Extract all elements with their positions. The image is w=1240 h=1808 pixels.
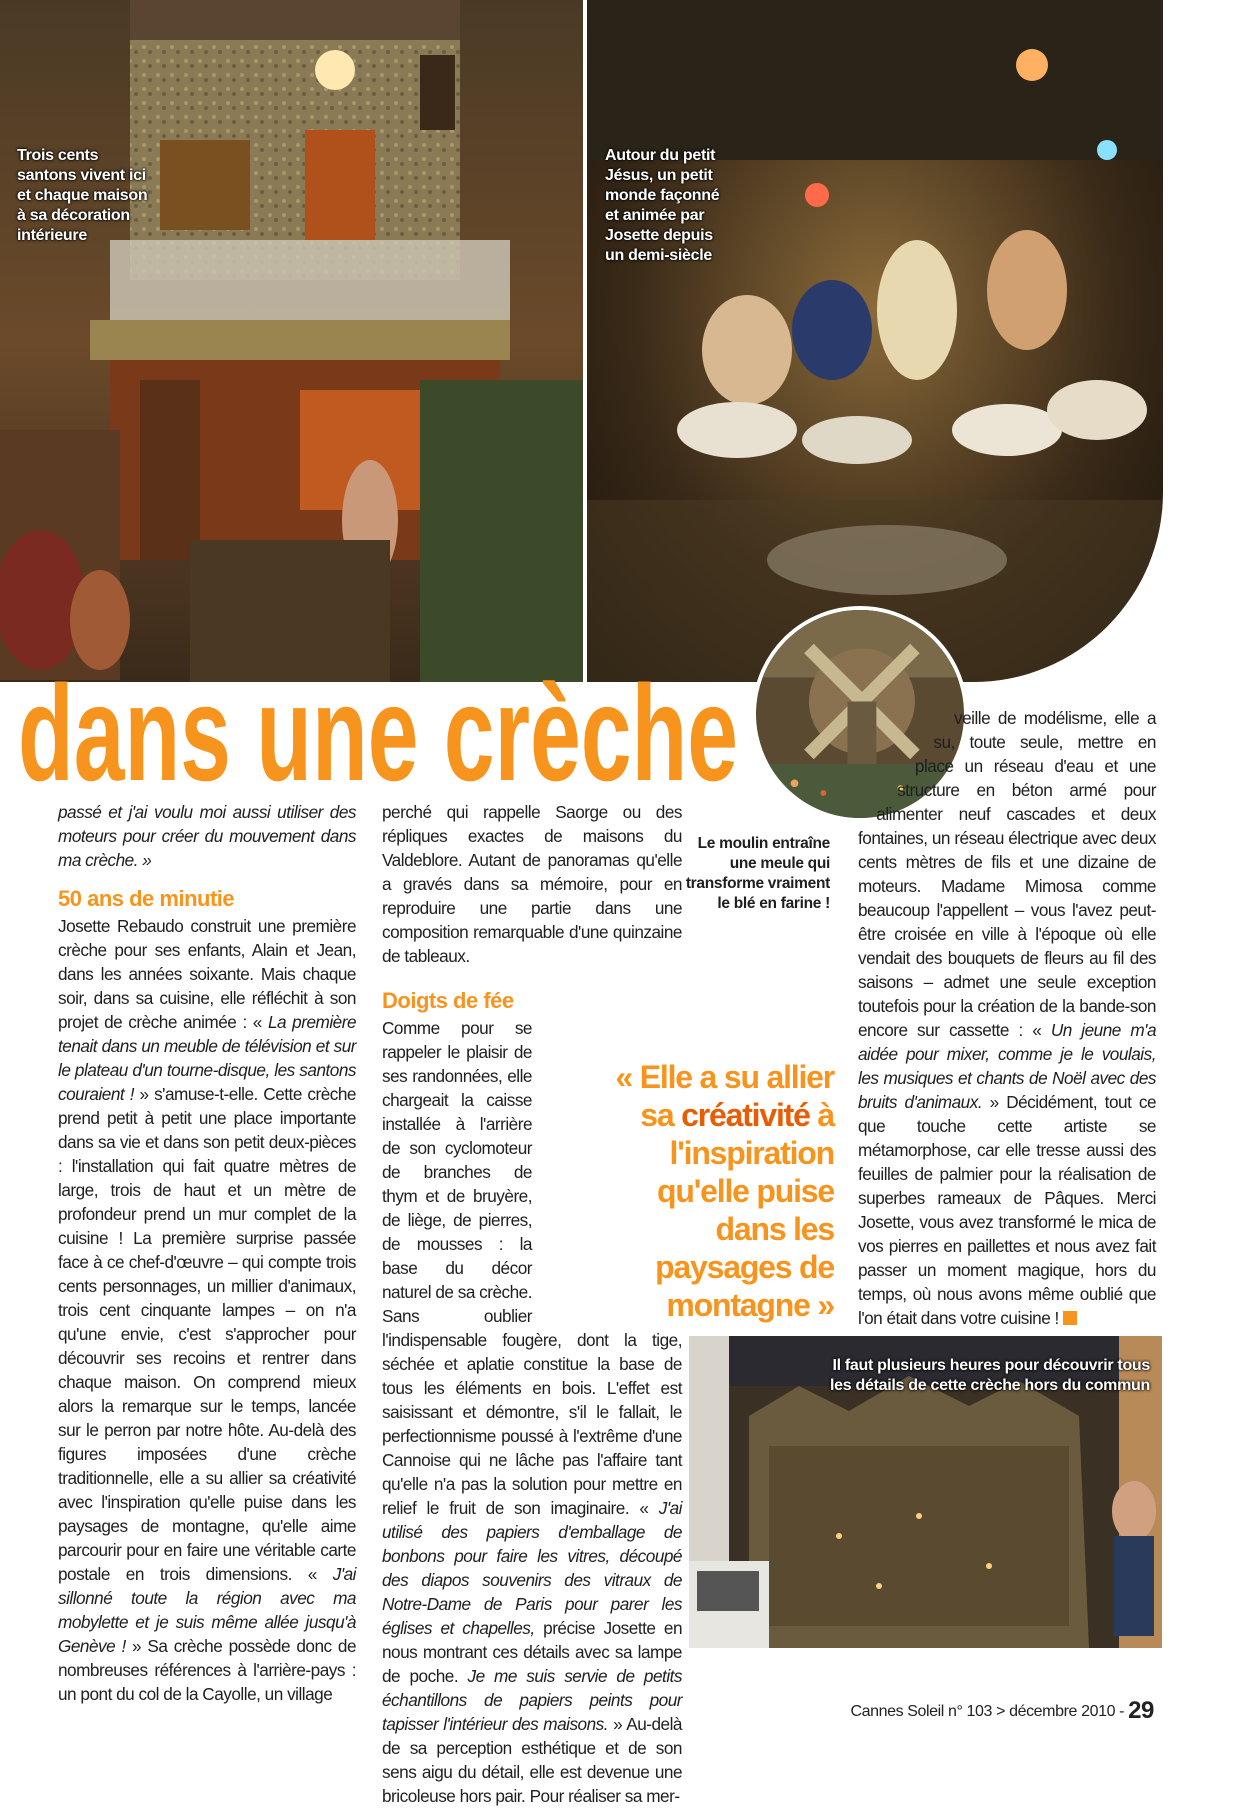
caption-moulin: Le moulin entraîne une meule qui transforme vraiment le blé en farine !: [685, 835, 830, 912]
col2-paragraph-2: Comme pour se rappeler le plaisir de ses randonnées, elle chargeait la caisse installée à l'arrière de son cyclomoteur de branches de thym et de bruyère, de liège, de pierres, de mousses : la base du décor naturel de sa crèche. Sans oublier l'indispensable fougère, dont la tige, séchée et aplatie constitue la base de tous les éléments en bois. L'effet est saisissant et démontre, s'il le fallait, le perfectionnisme poussé à l'extrême d'une Cannoise qui ne lâche pas l'affaire tant qu'elle n'a pas la solution pour mettre en relief le fruit de son imaginaire. « J'ai utilisé des papiers d'emballage de bonbons pour faire les vitres, découpé des diapos souvenirs des vitraux de Notre-Dame de Paris pour parer les églises et chapelles, précise Josette en nous montrant ces détails avec sa lampe de poche. Je me suis servie de petits échantillons de papiers peints pour tapisser l'intérieur des maisons. » Au-delà de sa perception esthétique et de son sens aigu du détail, elle est devenue une bricoleuse hors pair. Pour réaliser sa mer-: [382, 1018, 683, 1806]
col2-paragraph-1: perché qui rappelle Saorge ou des répliques exactes de maisons du Valdeblore. Autant de panoramas qu'elle a gravés dans sa mémoire, pour en reproduire une partie dans une composition remarquable d'une quinzaine de tableaux.: [382, 802, 682, 966]
caption-bottom-photo: Il faut plusieurs heures pour découvrir tous les détails de cette crèche hors du commun: [830, 1357, 1150, 1394]
svg-text:dans une crèche: dans une crèche: [18, 676, 738, 800]
caption-photo-right: Autour du petit Jésus, un petit monde façonné et animée par Josette depuis un demi-siècle: [605, 147, 720, 264]
column-1: [58, 800, 356, 1706]
heading-doigts-de-fee: Doigts de fée: [382, 988, 514, 1013]
photo-nativity: [587, 0, 1163, 682]
col1-intro: passé et j'ai voulu moi aussi utiliser des moteurs pour créer du mouvement dans ma crèche. »: [58, 802, 356, 870]
photo-santons-house: [0, 0, 583, 682]
column-3: [858, 706, 1156, 1330]
page-number: 29: [1128, 1697, 1154, 1724]
pull-quote: « Elle a su allier sa créativité à l'inspiration qu'elle puise dans les paysages de montagne »: [615, 1059, 834, 1323]
col1-paragraph: Josette Rebaudo construit une première crèche pour ses enfants, Alain et Jean, dans les années soixante. Mais chaque soir, dans sa cuisine, elle réfléchit à son projet de crèche animée : « La première tenait dans un meuble de télévision et sur le plateau d'un tourne-disque, les santons couraient ! » s'amuse-t-elle. Cette crèche prend petit à petit une place importante dans sa vie et dans son petit deux-pièces : l'installation qui fait quatre mètres de large, trois de haut et un mètre de profondeur prend un mur complet de la cuisine ! La première surprise passée face à ce chef-d'œuvre – qui compte trois cents personnages, un millier d'animaux, trois cent cinquante lampes – on n'a qu'une envie, c'est s'approcher pour découvrir ses recoins et rentrer dans chaque maison. On comprend mieux alors la remarque sur le temps, lancée sur le perron par notre hôte. Au-delà des figures imposées d'une crèche traditionnelle, elle a su allier sa créativité avec l'inspiration qu'elle puise dans les paysages de montagne, qu'elle aime parcourir pour en faire une véritable carte postale en trois dimensions. « J'ai sillonné toute la région avec ma mobylette et je suis même allée jusqu'à Genève ! » Sa crèche possède donc de nombreuses références à l'arrière-pays : un pont du col de la Cayolle, un village: [58, 916, 356, 1704]
col3-paragraph: veille de modélisme, elle a su, toute seule, mettre en place un réseau d'eau et une structure en béton armé pour alimenter neuf cascades et deux fontaines, un réseau électrique avec deux cents mètres de fils et une dizaine de moteurs. Madame Mimosa comme beaucoup l'appellent – vous l'avez peut-être croisée en ville à l'époque où elle vendait des bouquets de fleurs au fil des saisons – admet une seule exception toutefois pour la création de la bande-son encore sur cassette : « Un jeune m'a aidée pour mixer, comme je le voulais, les musiques et chants de Noël avec des bruits d'animaux. » Décidément, tout ce que touche cette artiste se métamorphose, car elle tresse aussi des feuilles de palmier pour la réalisation de superbes rameaux de Pâques. Merci Josette, vous avez transformé le mica de vos pierres en paillettes et nous avez fait passer un moment magique, hors du temps, où nous avons même oublié que l'on était dans votre cuisine !: [858, 708, 1157, 1328]
page-title: [16, 676, 756, 800]
page-footer: Cannes Soleil n° 103 > décembre 2010 - 29: [850, 1697, 1154, 1724]
end-bullet: [1063, 1311, 1077, 1325]
heading-50-ans: 50 ans de minutie: [58, 886, 235, 911]
caption-photo-left: Trois cents santons vivent ici et chaque maison à sa décoration intérieure: [17, 147, 148, 244]
